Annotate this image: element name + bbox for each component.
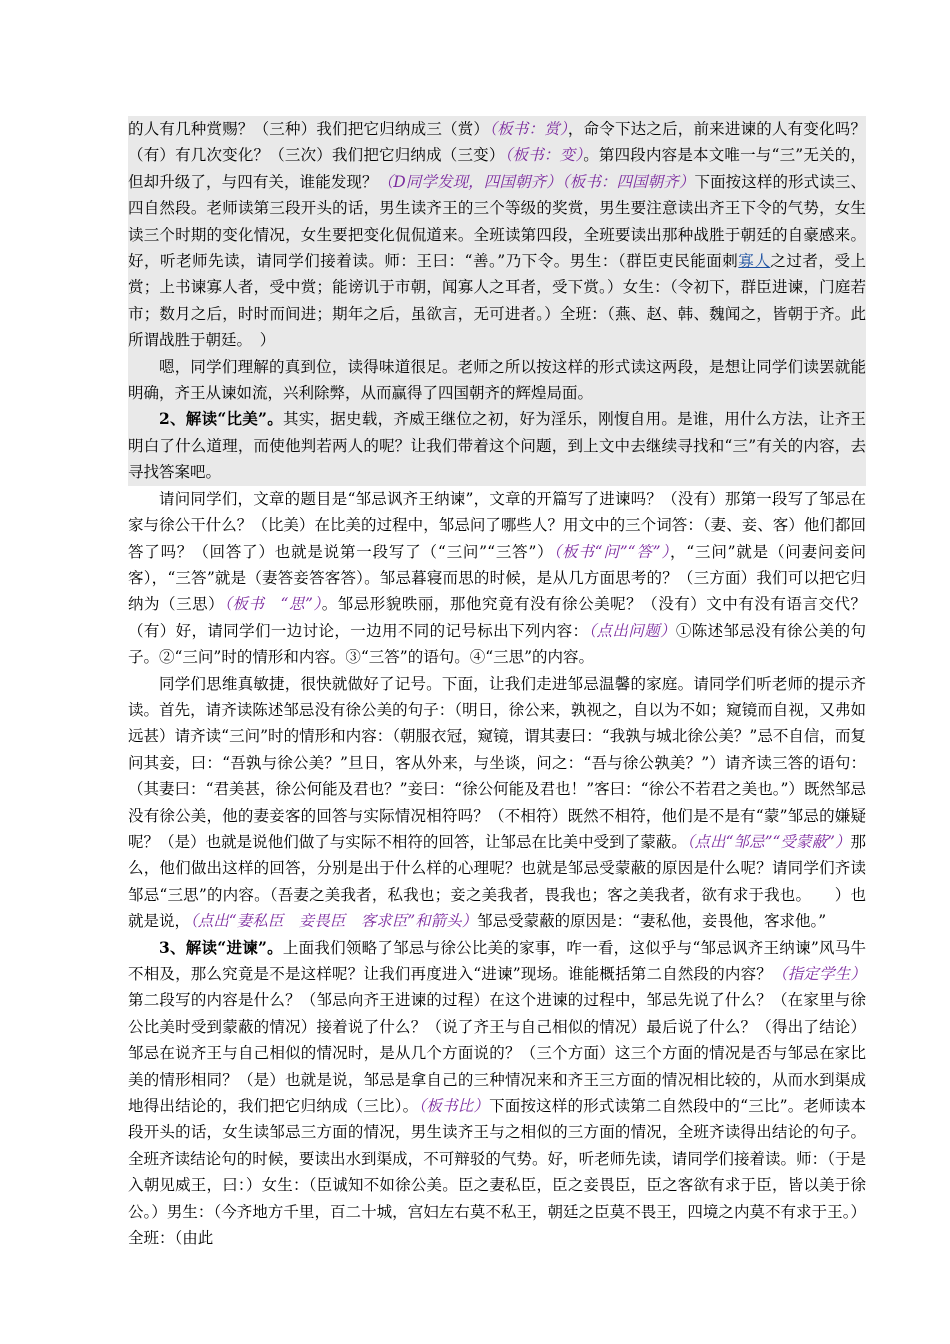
text: 下面按这样的形式读三、四自然段。老师读第三段开头的话，男生读齐王的三个等级的奖赏，男生要注意读出齐王下令的气势，女生读三个时期的变化情况，女生要把变化侃侃道来。全班读第四段，全班要读出那种战胜于朝廷的自豪感来。好，听老师先读，请同学们接着读。师：王曰：“善。”乃下令。男生：（群臣吏民能面刺 xyxy=(128,172,866,271)
blackboard-note: （板书比） xyxy=(418,1097,490,1116)
blackboard-note: （板书“问”“答”） xyxy=(553,542,670,561)
text: 其实，据史载，齐威王继位之初，好为淫乐，刚愎自用。是谁，用什么方法，让齐王明白了什么道理，而使他判若两人的呢？让我们带着这个问题，到上文中去继续寻找和“三”有关的内容，去寻找答案吧。 xyxy=(128,410,866,482)
section-heading: 3、解读“进谏”。 xyxy=(159,937,283,957)
document-page xyxy=(128,116,866,1251)
text: 的人有几种赏赐？（三种）我们把它归纳成三（赏） xyxy=(128,120,490,138)
text: 第二段写的内容是什么？（邹忌向齐王进谏的过程）在这个进谏的过程中，邹忌先说了什么？（在家里与徐公比美时受到蒙蔽的情况）接着说了什么？（说了齐王与自己相似的情况）最后说了什么？（得出了结论）邹忌在说齐王与自己相似的情况时，是从几个方面说的？（三个方面）这三个方面的情况是否与邹忌在家比美的情形相同？（是）也就是说，邹忌是拿自己的三种情况来和齐王三方面的情况相比较的，从而水到渠成地得出结论的，我们把它归纳成（三比）。 xyxy=(128,991,866,1116)
paragraph-section-2 xyxy=(128,406,866,485)
blackboard-note: （板书 “思”） xyxy=(224,595,322,614)
text: ①陈述邹忌没有徐公美的句子。②“三问”时的情形和内容。③“三答”的语句。④“三思”的内容。 xyxy=(128,621,866,667)
blackboard-note: （点出“妻私臣 妾畏臣 客求臣”和箭头） xyxy=(190,912,478,931)
text: 那么，他们做出这样的回答，分别是出于什么样的心理呢？也就是邹忌受蒙蔽的原因是什么呢？请同学们齐读邹忌“三思”的内容。（吾妻之美我者，私我也；妾之美我者，畏我也；客之美我者，欲有求于我也。 ）也就是说， xyxy=(128,832,866,931)
hyperlink-guaren[interactable]: 寡人 xyxy=(738,252,771,271)
blackboard-note: （板书：变） xyxy=(504,146,584,165)
paragraph-summary: 嗯，同学们理解的真到位，读得味道很足。老师之所以按这样的形式读这两段，是想让同学们读罢就能明确，齐王从谏如流，兴利除弊，从而赢得了四国朝齐的辉煌局面。 xyxy=(128,354,866,407)
text: 上面我们领略了邹忌与徐公比美的家事，咋一看，这似乎与“邹忌讽齐王纳谏”风马牛不相及，那么究竟是不是这样呢？让我们再度进入“进谏”现场。谁能概括第二自然段的内容？ xyxy=(128,938,866,983)
paragraph-section-3 xyxy=(128,935,866,1252)
text: 同学们思维真敏捷，很快就做好了记号。下面，让我们走进邹忌温馨的家庭。请同学们听老师的提示齐读。首先，请齐读陈述邹忌没有徐公美的句子：（明日，徐公来，孰视之，自以为不如；窥镜而自视，又弗如远甚）请齐读“三问”时的情形和内容：（朝服衣冠，窥镜，谓其妻曰：“我孰与城北徐公美？”忌不自信，而复问其妾，曰：“吾孰与徐公美？”旦日，客从外来，与坐谈，问之：“吾与徐公孰美？”）请齐读三答的语句：（其妻曰：“君美甚，徐公何能及君也？”妾曰：“徐公何能及君也！”客曰：“徐公不若君之美也。”）既然邹忌没有徐公美，他的妻妾客的回答与实际情况相符吗？（不相符）既然不相符，他们是不是有“蒙”邹忌的嫌疑呢？（是）也就是说他们做了与实际不相符的回答，让邹忌在比美中受到了蒙蔽。 xyxy=(128,674,866,851)
text: ，命令下达之后，前来进谏的人有变化吗？（有）有几次变化？（三次）我们把它归纳成（三变） xyxy=(128,120,866,165)
blackboard-note: （D同学发现，四国朝齐）（板书：四国朝齐） xyxy=(377,172,695,191)
paragraph-reading-practice xyxy=(128,671,866,935)
paragraph-three-questions xyxy=(128,486,866,671)
paragraph-rewards-changes xyxy=(128,116,866,354)
blackboard-note: （指定学生） xyxy=(772,965,866,983)
text: 之过者，受上赏；上书谏寡人者，受中赏；能谤讥于市朝，闻寡人之耳者，受下赏。）女生：（令初下，群臣进谏，门庭若市；数月之后，时时而间进；期年之后，虽欲言，无可进者。）全班：（燕、赵、韩、魏闻之，皆朝于齐。此所谓战胜于朝廷。 ） xyxy=(128,252,866,350)
text: 邹忌受蒙蔽的原因是：“妻私他，妾畏他，客求他。” xyxy=(477,912,827,931)
blackboard-note: （板书：赏） xyxy=(489,120,568,138)
text: 下面按这样的形式读第二自然段中的“三比”。老师读本段开头的话，女生读邹忌三方面的情况，男生读齐王与之相似的三方面的情况，全班齐读得出结论的句子。全班齐读结论句的时候，要读出水到渠成，不可辩驳的气势。好，听老师先读，请同学们接着读。师：（于是入朝见威王，曰：）女生：（臣诚知不如徐公美。臣之妻私臣，臣之妾畏臣，臣之客欲有求于臣，皆以美于徐公。）男生：（今齐地方千里，百二十城，宫妇左右莫不私王，朝廷之臣莫不畏王，四境之内莫不有求于王。）全班：（由此 xyxy=(128,1097,866,1248)
section-heading: 2、解读“比美”。 xyxy=(159,409,283,429)
text: 。第四段内容是本文唯一与“三”无关的，但却升级了，与四有关，谁能发现？ xyxy=(128,146,866,191)
blackboard-note: （点出问题） xyxy=(588,621,676,640)
text: 。邹忌形貌昳丽，那他究竟有没有徐公美呢？（没有）文中有没有语言交代？（有）好，请同学们一边讨论，一边用不同的记号标出下列内容： xyxy=(128,595,866,640)
text: ，“三问”就是（问妻问妾问客），“三答”就是（妻答妾答客答）。邹忌暮寝而思的时候，是从几方面思考的？（三方面）我们可以把它归纳为（三思） xyxy=(128,542,867,614)
text: 请问同学们，文章的题目是“邹忌讽齐王纳谏”，文章的开篇写了进谏吗？（没有）那第一段写了邹忌在家与徐公干什么？（比美）在比美的过程中，邹忌问了哪些人？用文中的三个词答：（妻、妾、客）他们都回答了吗？（回答了）也就是说第一段写了（“三问”“三答”） xyxy=(128,489,866,561)
blackboard-note: （点出“邹忌”“受蒙蔽”） xyxy=(686,832,851,851)
